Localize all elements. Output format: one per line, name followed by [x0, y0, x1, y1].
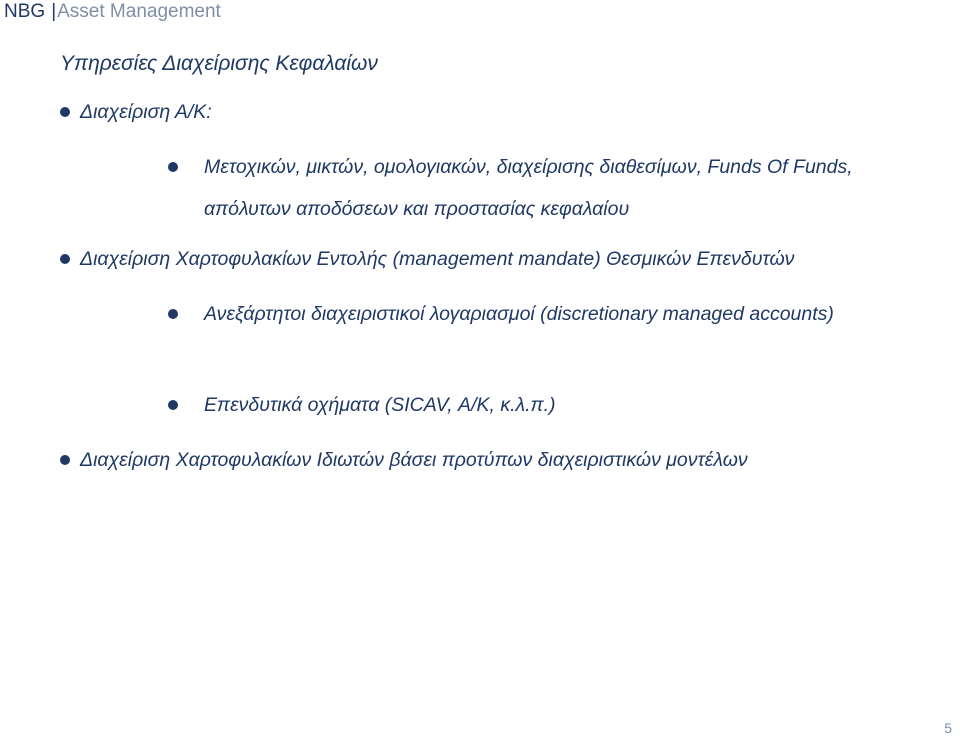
bullet-icon	[168, 309, 178, 319]
bullet-icon	[60, 455, 70, 465]
bullet-icon	[168, 400, 178, 410]
bullet-text: Ανεξάρτητοι διαχειριστικοί λογαριασμοί (discretionary managed accounts)	[204, 303, 834, 325]
sub-bullet-item-fund-types	[204, 146, 904, 230]
bullet-text: Διαχείριση Α/Κ:	[80, 101, 212, 123]
bullet-icon	[60, 254, 70, 264]
brand-label: NBG	[4, 1, 46, 22]
sub-bullet-item-investment-vehicles	[204, 384, 904, 426]
bullet-icon	[60, 107, 70, 117]
bullet-text: Επενδυτικά οχήματα (SICAV, Α/Κ, κ.λ.π.)	[204, 394, 556, 416]
header-separator: |	[51, 1, 57, 22]
bullet-text: Διαχείριση Χαρτοφυλακίων Εντολής (management mandate) Θεσμικών Επενδυτών	[80, 248, 795, 270]
bullet-item-mutual-funds	[80, 96, 212, 128]
sub-bullet-item-discretionary-accounts	[204, 293, 904, 335]
slide-title: Υπηρεσίες Διαχείρισης Κεφαλαίων	[60, 52, 378, 75]
bullet-item-private-portfolios	[80, 444, 748, 476]
slide-header	[4, 1, 221, 23]
business-unit-label: Asset Management	[57, 1, 221, 22]
bullet-text: Διαχείριση Χαρτοφυλακίων Ιδιωτών βάσει προτύπων διαχειριστικών μοντέλων	[80, 449, 748, 471]
bullet-text: Μετοχικών, μικτών, ομολογιακών, διαχείρισης διαθεσίμων, Funds Of Funds, απόλυτων αποδόσεων και προστασίας κεφαλαίου	[204, 156, 853, 220]
page-number: 5	[944, 720, 952, 736]
bullet-icon	[168, 162, 178, 172]
bullet-item-institutional-mandates	[80, 243, 794, 275]
